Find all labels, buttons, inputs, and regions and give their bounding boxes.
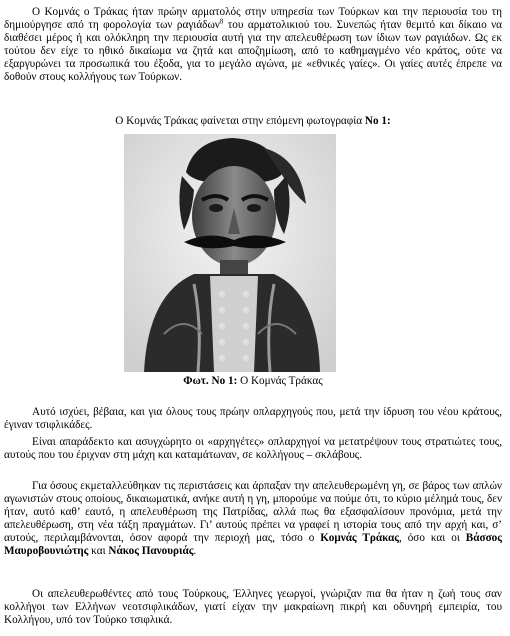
paragraph-komnas-armatolos <box>4 6 502 83</box>
name-komnas-trakas: Κομνάς Τράκας <box>320 531 399 544</box>
photo-intro-number: Νο 1: <box>364 115 391 127</box>
paragraph-text: Αυτό ισχύει, βέβαια, και για όλους τους πρώην οπλαρχηγούς που, μετά την ίδρυση του νέου κράτους, έγιναν τσιφλικάδες. <box>4 406 502 431</box>
paragraph-text: . <box>193 544 197 557</box>
paragraph-text-cont: του αρματολικιού του. Συνεπώς ήταν θεμιτό και δίκαιο να διαθέσει μέρος ή και ολόκληρη την περιουσία αυτή για την απελευθέρωση των ίδιων των ραγιάδων. Ως εκ τούτου δεν είχε το ηθικό δικαίωμα να ζητά και αποζημίωση, από το καθημαγμένο νέο κράτος, ούτε να εξαργυρώνει τα προσωπικά του έξοδα, για το μεγάλο αγώνα, με «εθνικές γαίες». Οι γαίες αυτές έπρεπε να δοθούν στους κολλήγους των Τούρκων. <box>4 18 503 83</box>
photo-caption <box>4 375 502 388</box>
paragraph-text: Ο Κομνάς ο Τράκας ήταν πρώην αρματολός στην υπηρεσία των Τούρκων και την περιουσία του τη δημιούργησε από τη φορολογία των ραγιάδων <box>4 6 502 31</box>
paragraph-liberated-farmers <box>4 588 502 627</box>
paragraph-text: και <box>88 544 109 557</box>
name-vassos-mavrovouniotis: Βάσσος Μαυροβουνιώτης <box>4 531 502 557</box>
photo-intro-text: Ο Κομνάς Τράκας φαίνεται στην επόμενη φωτογραφία <box>115 115 365 127</box>
paragraph-text: Οι απελευθερωθέντες από τους Τούρκους, Έλληνες γεωργοί, γνώριζαν πια θα ήταν η ζωή τους σαν κολλήγοι των Ελλήνων νεοτσιφλικάδων, γιατί είχαν την μακραίωνη πικρή και οδυνηρή εμπειρία, του Κολλήγου, υπό τον Τούρκο τσιφλικά. <box>4 588 502 626</box>
footnote-marker[interactable]: 8 <box>219 17 224 26</box>
paragraph-text: , όσο και οι <box>398 531 466 544</box>
name-nakos-panourias: Νάκος Πανουριάς <box>108 544 194 557</box>
paragraph-exploitation <box>4 480 502 557</box>
paragraph-former-chieftains <box>4 406 502 432</box>
photo-caption-label: Φωτ. Νο 1: <box>183 375 238 387</box>
paragraph-text: Είναι απαράδεκτο και ασυγχώρητο οι «αρχηγέτες» οπλαρχηγοί να μετατρέψουν τους στρατιώτες τους, αυτούς που του έριχναν στη μάχη και καταμάτωναν, σε κολλήγους – σκλάβους. <box>4 436 502 461</box>
photo-caption-text: Ο Κομνάς Τράκας <box>237 375 323 387</box>
paragraph-unacceptable <box>4 436 502 462</box>
paragraph-text: Για όσους εκμεταλλεύθηκαν τις περιστάσεις και άρπαξαν την απελευθερωμένη γη, σε βάρος των απλών αγωνιστών στους οποίους, δικαιωματικά, ανήκε αυτή η γη, μπορούμε να πούμε ότι, το κύριο μέλημά τους, δεν ήταν, αυτό καθ’ εαυτό, η απελευθέρωση της Πατρίδας, αλλά πως θα εξασφαλίσουν προνόμια, μετά την απελευθέρωση, στη νέα τάξη πραγμάτων. Γι’ αυτούς πρέπει να γραφεί η ιστορία τους από την αρχή και, σ’ αυτούς, περιλαμβάνονται, όσον αφορά την περιοχή μας, τόσο ο <box>4 480 502 544</box>
portrait-photo-komnas-trakas <box>124 134 336 372</box>
portrait-photo-image <box>124 134 336 372</box>
photo-intro-line <box>4 115 502 128</box>
